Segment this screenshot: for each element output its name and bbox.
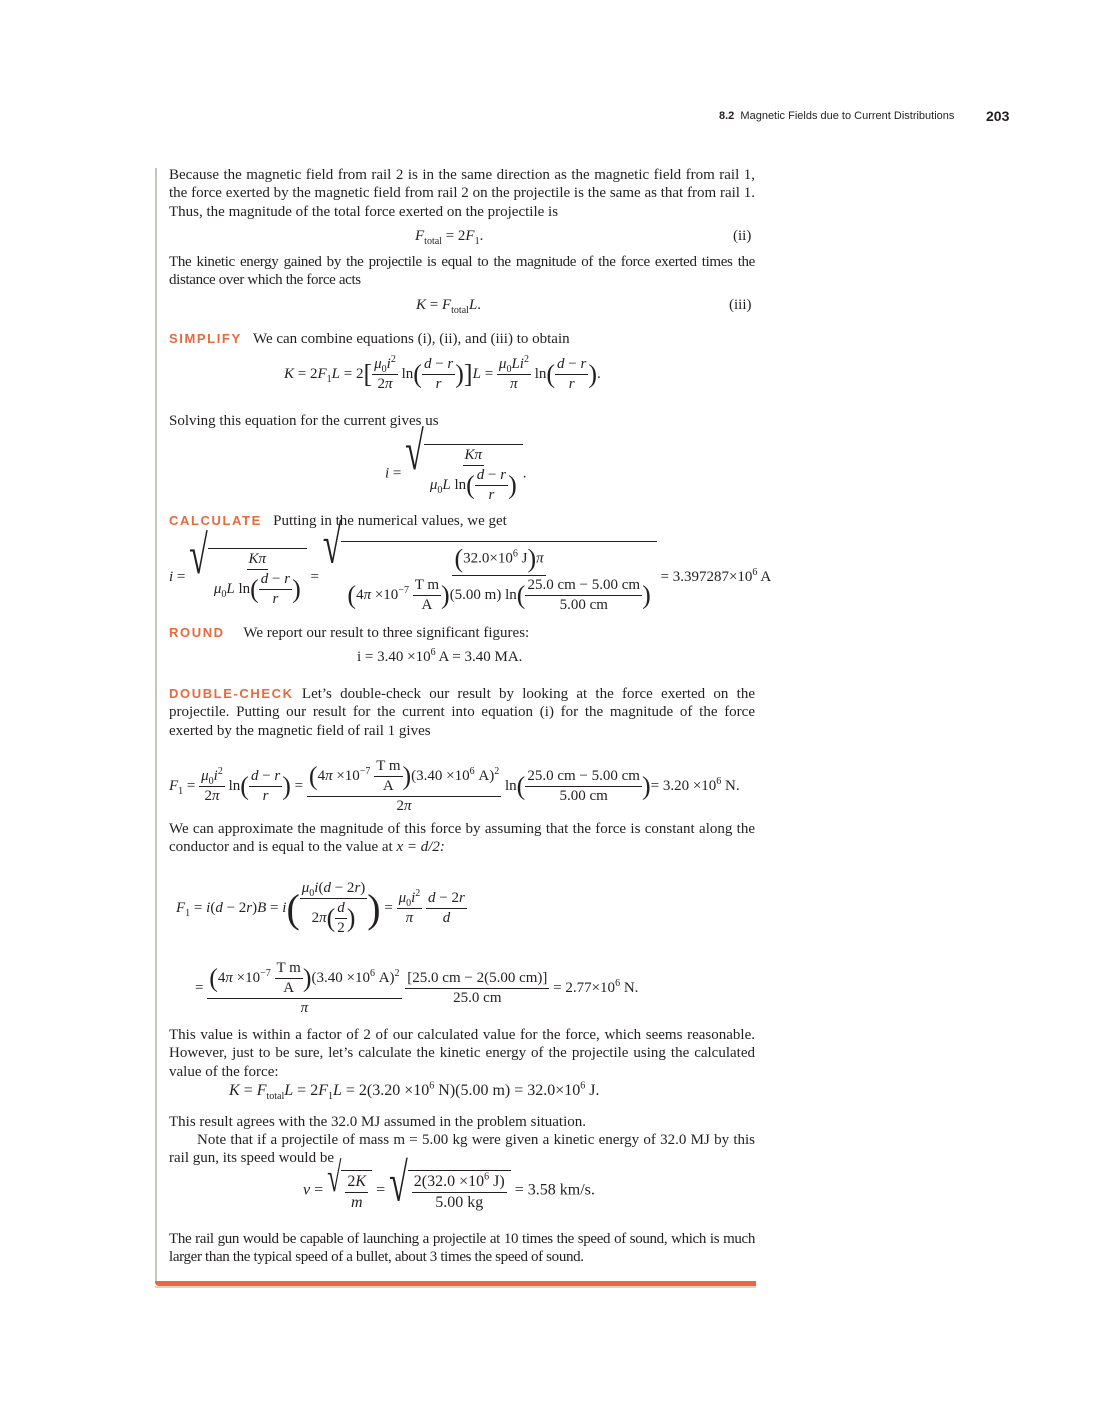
simplify-line (169, 331, 570, 348)
page-number: 203 (986, 108, 1010, 124)
round-text: We report our result to three significant figures: (243, 625, 530, 641)
equation-current-rounded: $i = 3.40 \times 10^6$ A = 3.40 MA. (357, 647, 523, 665)
simplify-label: SIMPLIFY (169, 331, 242, 346)
paragraph-within: This value is within a factor of 2 of our calculated value for the force, which seems reasonable. However, just to be sure, let’s calculate the kinetic energy of the projectile using the calculated value of the force: (169, 1027, 755, 1080)
equation-combined: $K = 2F_1L = 2$[ $\frac{\mu_0i^2}{2\pi}$ ln( $\frac{d - r}{r}$ )]L = $\frac{\mu_0Li^2}{\pi}$ ln( $\frac{d - r}{r}$ ). (284, 354, 601, 392)
equation-number-iii: (iii) (729, 297, 752, 313)
equation-current-numeric: i = √ Kπ $\mu_0L$ ln( $\frac{d - r}{r}$ ) = √ ($32.0\times 10^6$ J)π ($4\pi \times 10^{-7}$ $\frac{\text{T m}}{A}$ )(5.00 m) ln( $\frac{25.0 cm - 5.00 cm}{5.00 cm}$ ) = $3.397287\times 10^6$ A (169, 515, 772, 613)
paragraph-final: The rail gun would be capable of launching a projectile at 10 times the speed of sound, which is much larger than the typical speed of a bullet, about 3 times the speed of sound. (169, 1231, 755, 1266)
equation-current: i = √ Kπ $\mu_0L$ ln( $\frac{d - r}{r}$ ) . (385, 422, 527, 503)
energy-result: = 32.0×10 (514, 1082, 581, 1099)
equation-energy-check: $K = F_{total}L = 2F_1L = 2(3.20 \times 10^6$ N)(5.00 $m) = 32.0\times 10^6$ J. (229, 1080, 600, 1103)
equation-kinetic-energy: $K = F_{total}L$. (416, 297, 482, 316)
paragraph-rail2: Because the magnetic field from rail 2 is in the same direction as the magnetic field from rail 1, the force exerted by the magnetic field from rail 2 on the projectile is the same as that from rail 1. Thus, the magnitude of the total force exerted on the projectile is (169, 167, 755, 220)
equation-speed: v = √ $\frac{2K}{m}$ = √ $\frac{2(32.0 \times 10^6 J)}{5.00 kg}$ = 3.58 km/s. (303, 1154, 595, 1214)
paragraph-doublecheck: DOUBLE-CHECK Let’s double-check our result by looking at the force exerted on the projectile. Putting our result for the current into equation (i) for the magnitude of the force exerted by the magnetic field of rail 1 gives (169, 686, 756, 739)
round-line (169, 625, 529, 642)
example-frame-shadow (155, 1286, 756, 1288)
doublecheck-label: DOUBLE-CHECK (169, 686, 294, 701)
force-approx-result: = 2.77×10 (553, 979, 616, 996)
running-header (719, 110, 954, 122)
paragraph-agrees: This result agrees with the 32.0 MJ assumed in the problem situation. (169, 1114, 587, 1130)
equation-force-approx: $F_1 = i(d - 2r)B = i$( $\mu_0i(d - 2r)$ 2π( $\frac{d}{2}$ ) ) = $\frac{\mu_0i^2}{\pi}$ $\frac{d - 2r}{d}$ (176, 880, 465, 936)
equation-force-approx-numeric: = ($4\pi \times 10^{-7}$ $\frac{\text{T m}}{A}$ )($3.40 \times 10^6$ A)$^2$ π $\frac{[25.0 cm - 2(5.00 cm)]}{25.0 cm}$ = $2.77\times 10^6$ N. (195, 960, 639, 1016)
section-number: 8.2 (719, 110, 735, 122)
equation-ftotal: $F_{total} = 2F_1$. (415, 228, 484, 247)
simplify-text: We can combine equations (i), (ii), and (iii) to obtain (253, 331, 570, 347)
paragraph-solving: Solving this equation for the current gives us (169, 413, 439, 429)
paragraph-approx: We can approximate the magnitude of this force by assuming that the force is constant along the conductor and is equal to the value at x = d/2: (169, 821, 755, 856)
paragraph-kinetic: The kinetic energy gained by the projectile is equal to the magnitude of the force exerted times the distance over which the force acts (169, 254, 755, 289)
force-result: = 3.20 ×10 (650, 777, 717, 794)
calculate-label: CALCULATE (169, 513, 262, 528)
round-label: ROUND (169, 625, 225, 640)
speed-result: = 3.58 km/s. (514, 1181, 595, 1199)
calculate-text: Putting in the numerical values, we get (273, 513, 507, 529)
current-raw-value: = 3.397287×10 (660, 568, 753, 585)
equation-force-rail1: $F_1$ = $\frac{\mu_0i^2}{2\pi}$ ln( $\frac{d - r}{r}$ ) = ($4\pi \times 10^{-7}$ $\frac{\text{T m}}{A}$ )($3.40 \times 10^6$ A)$^2$ 2π ln( $\frac{25.0 cm - 5.00 cm}{5.00 cm}$ )= $3.20 \times 10^6$ N. (169, 758, 740, 814)
example-frame-left (155, 168, 157, 1283)
paragraph-note: Note that if a projectile of mass m = 5.00 kg were given a kinetic energy of 32.0 MJ by this rail gun, its speed would be (169, 1132, 755, 1167)
section-title: Magnetic Fields due to Current Distributions (740, 110, 955, 122)
equation-number-ii: (ii) (733, 228, 752, 244)
